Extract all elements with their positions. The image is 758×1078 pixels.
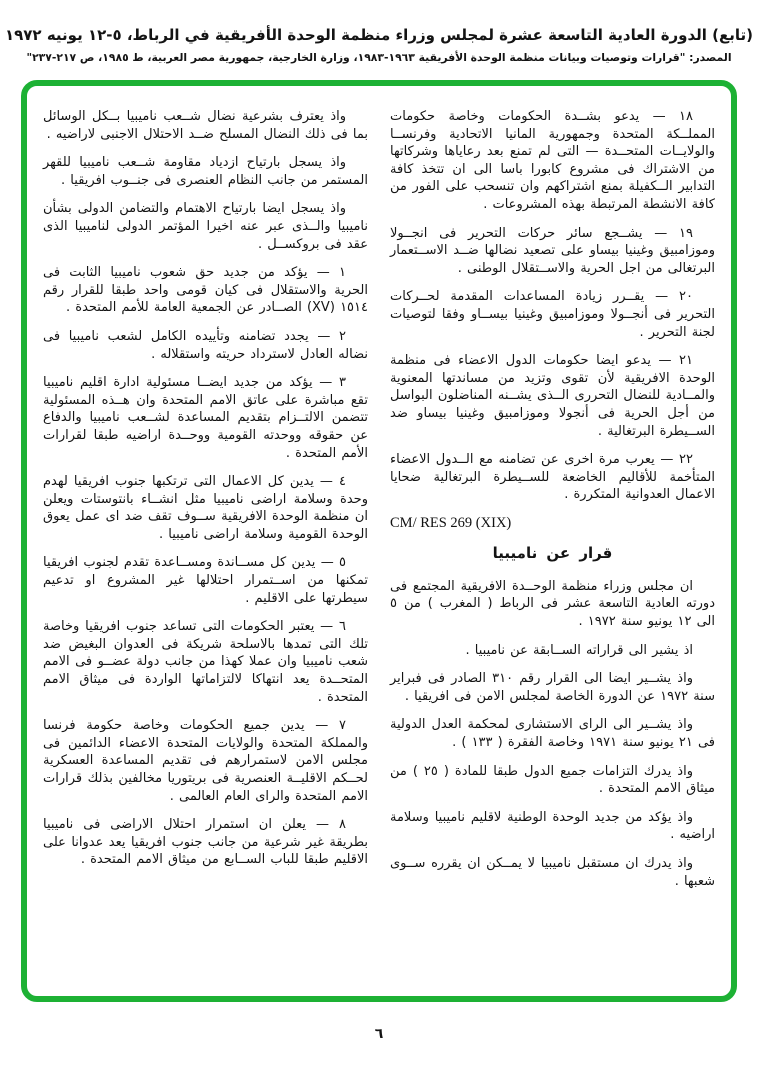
column-left xyxy=(43,108,368,984)
page-number: ٦ xyxy=(374,1026,384,1042)
column-right xyxy=(390,108,715,984)
header-source: المصدر: "قرارات وتوصيات وبيانات منظمة الوحدة الأفريقية ١٩٦٣-١٩٨٣، وزارة الخارجية، جمهورية مصر العربية، ط ١٩٨٥، ص ٢١٧-٢٣٧" xyxy=(26,51,732,64)
paragraph-4: ٤ — يدين كل الاعمال التى ترتكبها جنوب افريقيا لهدم وحدة وسلامة اراضى ناميبيا مثل انشــاء بانتوستات ويعلن ان منظمة الوحدة الافريقية ســوف تقف ضد اى عمل يعوق الوحدة القومية وسلامة اراضى ناميبيا . xyxy=(43,474,368,542)
paragraph-19: ١٩ — يشــجع سائر حركات التحرير فى انجــولا وموزامبيق وغينيا بيساو على تصعيد نضالها ضــد الاســتعمار البرتغالى من اجل الحرية والاســتقلال الوطنى . xyxy=(390,225,715,276)
preamble-resistance: واذ يسجل بارتياح ازدياد مقاومة شــعب ناميبيا للقهر المستمر من جانب النظام العنصرى فى جنــوب افريقيا . xyxy=(43,155,368,188)
preamble-national-unity: واذ يؤكد من جديد الوحدة الوطنية لاقليم ناميبيا وسلامة اراضيه . xyxy=(390,809,715,843)
preamble-obligations: واذ يدرك التزامات جميع الدول طبقا للمادة ( ٢٥ ) من ميثاق الامم المتحدة . xyxy=(390,763,715,797)
preamble-advisory-opinion: واذ يشــير الى الراى الاستشارى لمحكمة العدل الدولية فى ٢١ يونيو سنة ١٩٧١ وخاصة الفقرة ( ١٣٣ ) . xyxy=(390,717,715,751)
paragraph-6: ٦ — يعتبر الحكومات التى تساعد جنوب افريقيا وخاصة تلك التى تمدها بالاسلحة شريكة فى العدوان البغيض ضد شعب ناميبيا وان عملا كهذا من جانب دولة عضــو فى الامم المتحــدة يعد انتهاكا لالتزاماتها الواردة فى ميثاق الامم المتحدة . xyxy=(43,619,368,705)
preamble-future: واذ يدرك ان مستقبل ناميبيا لا يمــكن ان يقرره ســوى شعبها . xyxy=(390,856,715,889)
paragraph-20: ٢٠ — يقــرر زيادة المساعدات المقدمة لحــركات التحرير فى أنجــولا وموزامبيق وغينيا بيســاو وفقا لتوصيات لجنة التحرير . xyxy=(390,289,715,340)
preamble-solidarity: واذ يسجل ايضا بارتياح الاهتمام والتضامن الدولى بشأن ناميبيا والــذى عبر عنه اخيرا المؤتمر الدولى لناميبيا الذى عقد فى بروكســل . xyxy=(43,201,368,252)
paragraph-18: ١٨ — يدعو بشــدة الحكومات وخاصة حكومات المملــكة المتحدة وجمهورية المانيا الاتحادية وفرنســا والولايــات المتحــدة — التى لم تمنع بعد رعاياها وشركاتها من الاشتراك فى مشروع كابورا باسا الى ان تتخذ كافة التدابير الــكفيلة بمنع اشتراكهم وان تنسحب على الفور من كافة الانشطة المرتبطة بهذه المشروعات . xyxy=(390,109,715,212)
paragraph-1: ١ — يؤكد من جديد حق شعوب ناميبيا الثابت فى الحرية والاستقلال فى كيان قومى واحد طبقا للقرار رقم ١٥١٤ (XV) الصــادر عن الجمعية العامة للأمم المتحدة . xyxy=(43,265,368,316)
preamble-council: ان مجلس وزراء منظمة الوحــدة الافريقية المجتمع فى دورته العادية التاسعة عشر فى الرباط ( المغرب ) من ٥ الى ١٢ يونيو سنة ١٩٧٢ . xyxy=(390,578,715,630)
paragraph-5: ٥ — يدين كل مســاندة ومســاعدة تقدم لجنوب افريقيا تمكنها من اســتمرار احتلالها غير المشروع او تدعيم سيطرتها على الاقليم . xyxy=(43,555,368,606)
resolution-code: CM/ RES 269 (XIX) xyxy=(390,514,512,531)
preamble-legitimacy: واذ يعترف بشرعية نضال شــعب ناميبيا بــكل الوسائل بما فى ذلك النضال المسلح ضــد الاحتلال الاجنبى لاراضيه . xyxy=(43,109,368,142)
preamble-recall-310: واذ يشــير ايضا الى القرار رقم ٣١٠ الصادر فى فبراير سنة ١٩٧٢ عن الدورة الخاصة لمجلس الامن فى افريقيا . xyxy=(390,671,715,704)
paragraph-3: ٣ — يؤكد من جديد ايضــا مسئولية ادارة اقليم ناميبيا تقع مباشرة على عاتق الامم المتحدة وان هــذه المسئولية تتضمن الالتــزام بتقديم المساعدة لشــعب ناميبيا والدفاع عن حقوقه ووحدته القومية ووحــدة اراضيه طبقا لقرارات الأمم المتحدة . xyxy=(43,375,368,461)
paragraph-21: ٢١ — يدعو ايضا حكومات الدول الاعضاء فى منظمة الوحدة الافريقية لأن تقوى وتزيد من مساندتها المعنوية والمــادية للنضال التحررى الــذى يشــنه المناضلون البواسل من أجل الحرية فى أنجولا وموزامبيق وغينيا بيساو ضد الســيطرة البرتغالية . xyxy=(390,353,715,439)
header-title: (تابع) الدورة العادية التاسعة عشرة لمجلس وزراء منظمة الوحدة الأفريقية في الرباط، ٥-١٢ يونيه ١٩٧٢ xyxy=(4,26,754,44)
paragraph-7: ٧ — يدين جميع الحكومات وخاصة حكومة فرنسا والمملكة المتحدة والولايات المتحدة الاعضاء الدائمين فى مجلس الامن لاستمرارهم فى تقديم المساعدة العسكرية لحــكم الاقليــة العنصرية فى بريتوريا مخالفين بذلك قرارات الامم المتحدة والراى العام العالمى . xyxy=(43,718,368,804)
resolution-content-box xyxy=(21,80,737,1002)
preamble-recall-previous: اذ يشير الى قراراته الســابقة عن ناميبيا . xyxy=(465,642,693,658)
paragraph-8: ٨ — يعلن ان استمرار احتلال الاراضى فى ناميبيا بطريقة غير شرعية من جانب جنوب افريقيا يعد عدوانا على الاقليم طبقا للباب الســابع من ميثاق الامم المتحدة . xyxy=(43,817,368,868)
paragraph-2: ٢ — يجدد تضامنه وتأييده الكامل لشعب ناميبيا فى نضاله العادل لاسترداد حريته واستقلاله . xyxy=(43,328,368,362)
resolution-title: قرار عن ناميبيا xyxy=(492,543,613,562)
paragraph-22: ٢٢ — يعرب مرة اخرى عن تضامنه مع الــدول الاعضاء المتأخمة للأقاليم الخاضعة للســيطرة البرتغالية ضحايا الاعمال العدوانية المتكررة . xyxy=(390,452,715,503)
page-header xyxy=(0,0,758,64)
